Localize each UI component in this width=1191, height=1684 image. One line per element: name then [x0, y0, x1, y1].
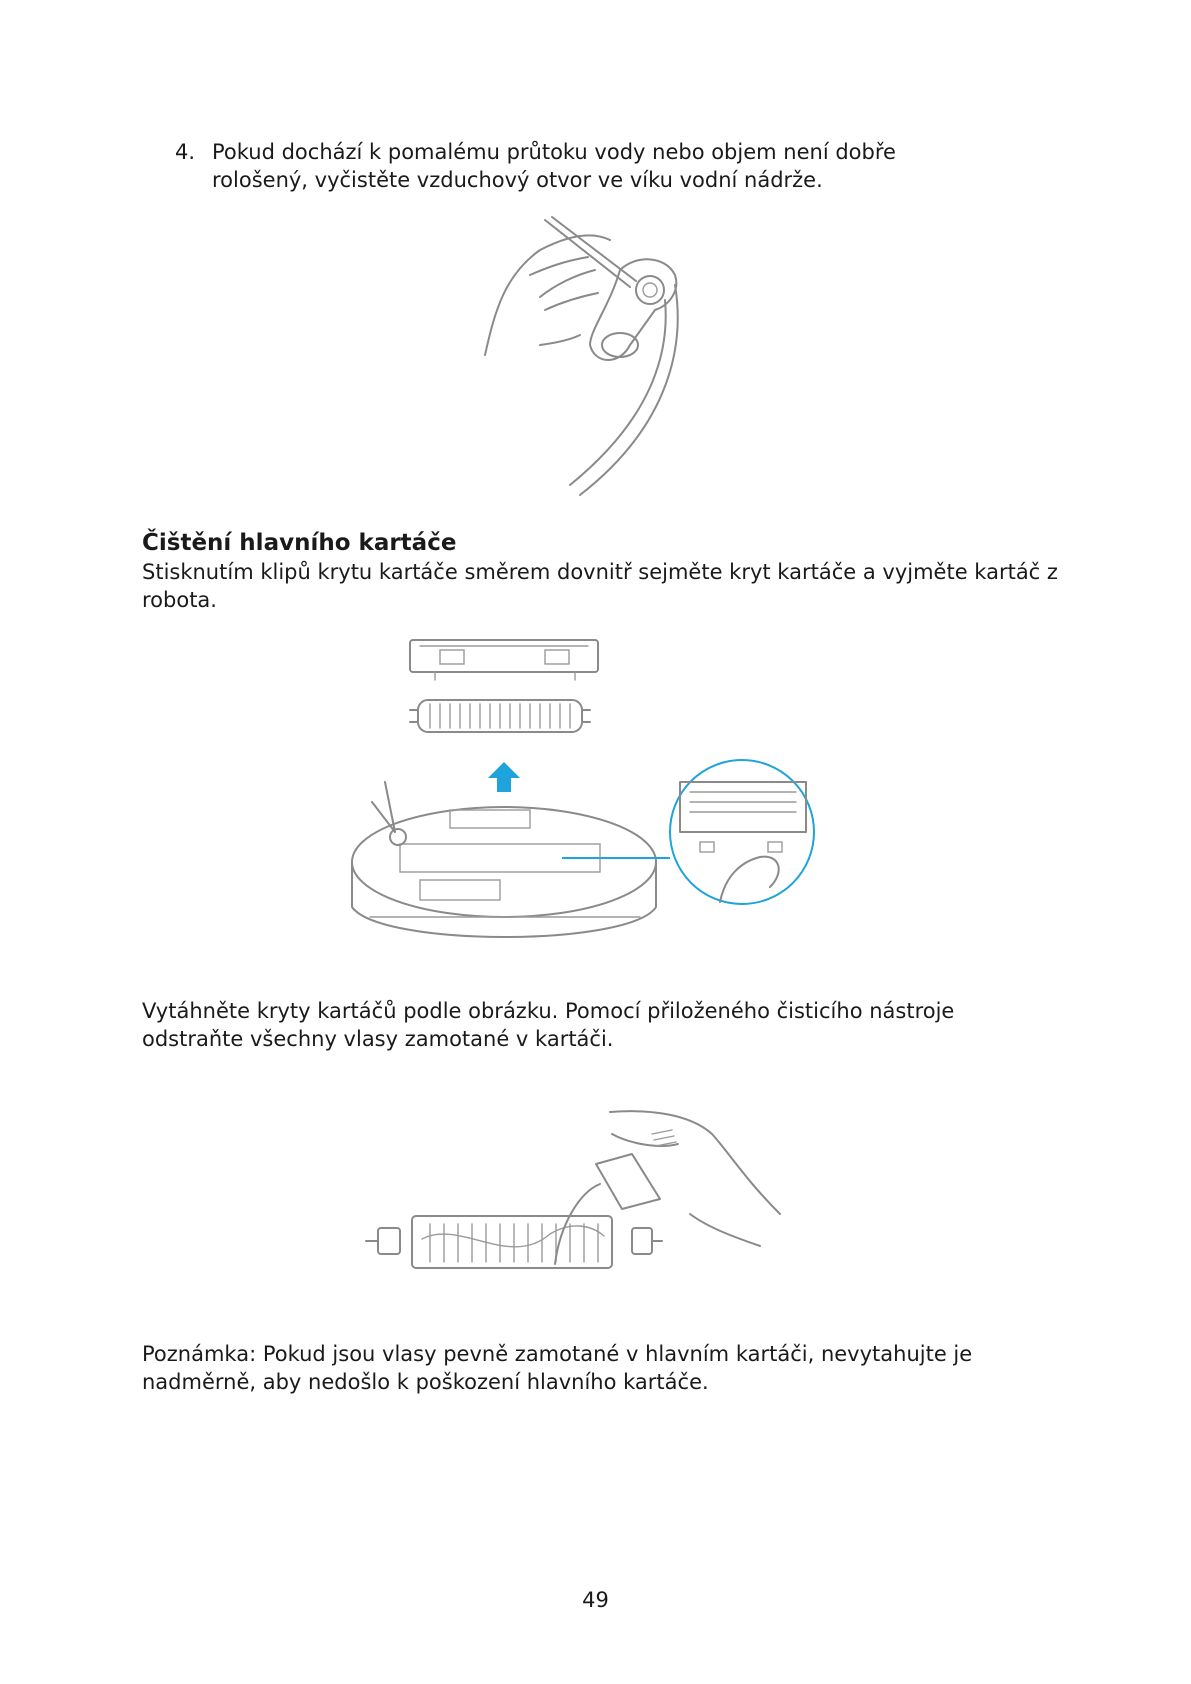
- illustration-brush-removal: [340, 632, 880, 972]
- brush-with-caps-drawing: [366, 1216, 662, 1268]
- zoom-detail-circle: [670, 760, 814, 904]
- up-arrow-icon: [488, 762, 520, 792]
- hand-with-tool-drawing: [555, 1111, 780, 1264]
- robot-underside-drawing: [352, 782, 656, 937]
- brush-cover-drawing: [410, 640, 598, 680]
- illustration-water-tank-lid-cleaning: [470, 215, 730, 505]
- illustration-hair-removal: [360, 1104, 820, 1294]
- main-brush-drawing: [410, 700, 590, 732]
- page-number: 49: [582, 1588, 609, 1612]
- paragraph-clean-brush: Vytáhněte kryty kartáčů podle obrázku. Pomocí přiloženého čisticího nástroje odstraňte všechny vlasy zamotané v kartáči.: [142, 999, 955, 1051]
- step-number: 4.: [175, 140, 196, 164]
- note-paragraph: Poznámka: Pokud jsou vlasy pevně zamotané v hlavním kartáči, nevytahujte je nadměrně, aby nedošlo k poškození hlavního kartáče.: [142, 1342, 973, 1394]
- paragraph-remove-brush: Stisknutím klipů krytu kartáče směrem dovnitř sejměte kryt kartáče a vyjměte kartáč z robota.: [142, 560, 1058, 612]
- step-text: Pokud dochází k pomalému průtoku vody nebo objem není dobře rološený, vyčistěte vzduchový otvor ve víku vodní nádrže.: [212, 140, 896, 192]
- section-heading: Čištění hlavního kartáče: [142, 530, 457, 556]
